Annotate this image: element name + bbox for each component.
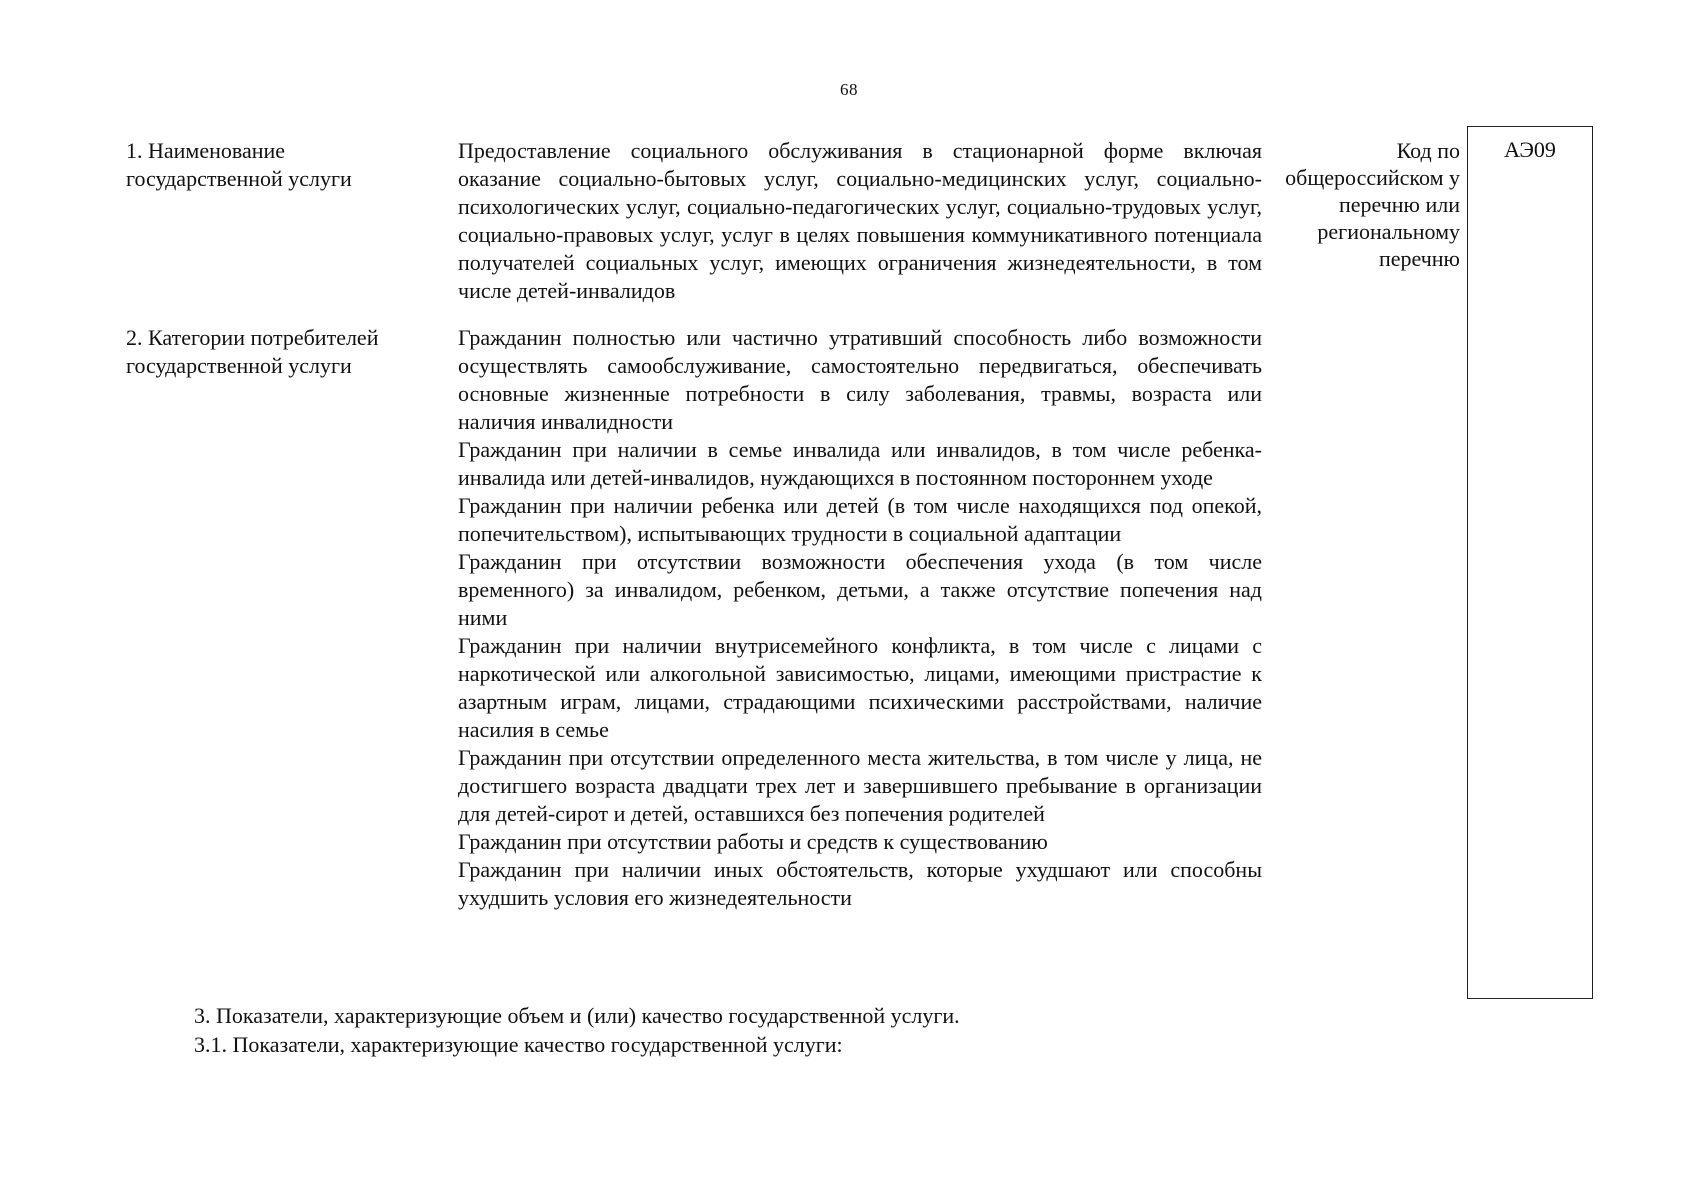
section-3-heading: 3. Показатели, характеризующие объем и (или) качество государственной услуги. [194, 1003, 960, 1028]
service-name-label: 1. Наименование государственной услуги [126, 138, 352, 191]
service-name-text: Предоставление социального обслуживания в стационарной форме включая оказание социально-бытовых услуг, социально-медицинских услуг, социально-психологических услуг, социально-педагогических услуг, социально-трудовых услуг, социально-правовых услуг, услуг в целях повышения коммуникативного потенциала получателей социальных услуг, имеющих ограничения жизнедеятельности, в том числе детей-инвалидов [458, 138, 1262, 303]
category-paragraph: Гражданин при наличии внутрисемейного конфликта, в том числе с лицами с наркотической или алкогольной зависимостью, лицами, имеющими пристрастие к азартным играм, лицами, страдающими психическими расстройствами, наличие насилия в семье [458, 633, 1262, 742]
category-paragraph: Гражданин при отсутствии определенного места жительства, в том числе у лица, не достигшего возраста двадцати трех лет и завершившего пребывание в организации для детей-сирот и детей, оставшихся без попечения родителей [458, 745, 1262, 826]
page-number: 68 [840, 80, 858, 99]
category-paragraph: Гражданин при отсутствии возможности обеспечения ухода (в том числе временного) за инвалидом, ребенком, детьми, а также отсутствие попечения над ними [458, 549, 1262, 630]
code-box [1467, 126, 1593, 999]
section-3-1-heading: 3.1. Показатели, характеризующие качество государственной услуги: [194, 1032, 843, 1057]
category-paragraph: Гражданин при наличии иных обстоятельств, которые ухудшают или способны ухудшить условия его жизнедеятельности [458, 857, 1262, 910]
category-paragraph: Гражданин при наличии ребенка или детей (в том числе находящихся под опекой, попечительством), испытывающих трудности в социальной адаптации [458, 493, 1262, 546]
consumer-categories-text [458, 324, 1262, 912]
category-paragraph: Гражданин при наличии в семье инвалида или инвалидов, в том числе ребенка-инвалида или детей-инвалидов, нуждающихся в постоянном постороннем уходе [458, 437, 1262, 490]
category-paragraph: Гражданин при отсутствии работы и средств к существованию [458, 829, 1048, 854]
code-label: Код по общероссийском у перечню или региональному перечню [1285, 138, 1460, 271]
category-paragraph: Гражданин полностью или частично утративший способность либо возможности осуществлять самообслуживание, самостоятельно передвигаться, обеспечивать основные жизненные потребности в силу заболевания, травмы, возраста или наличия инвалидности [458, 325, 1262, 434]
code-value: АЭ09 [1504, 137, 1556, 162]
consumer-categories-label: 2. Категории потребителей государственной услуги [126, 325, 379, 378]
